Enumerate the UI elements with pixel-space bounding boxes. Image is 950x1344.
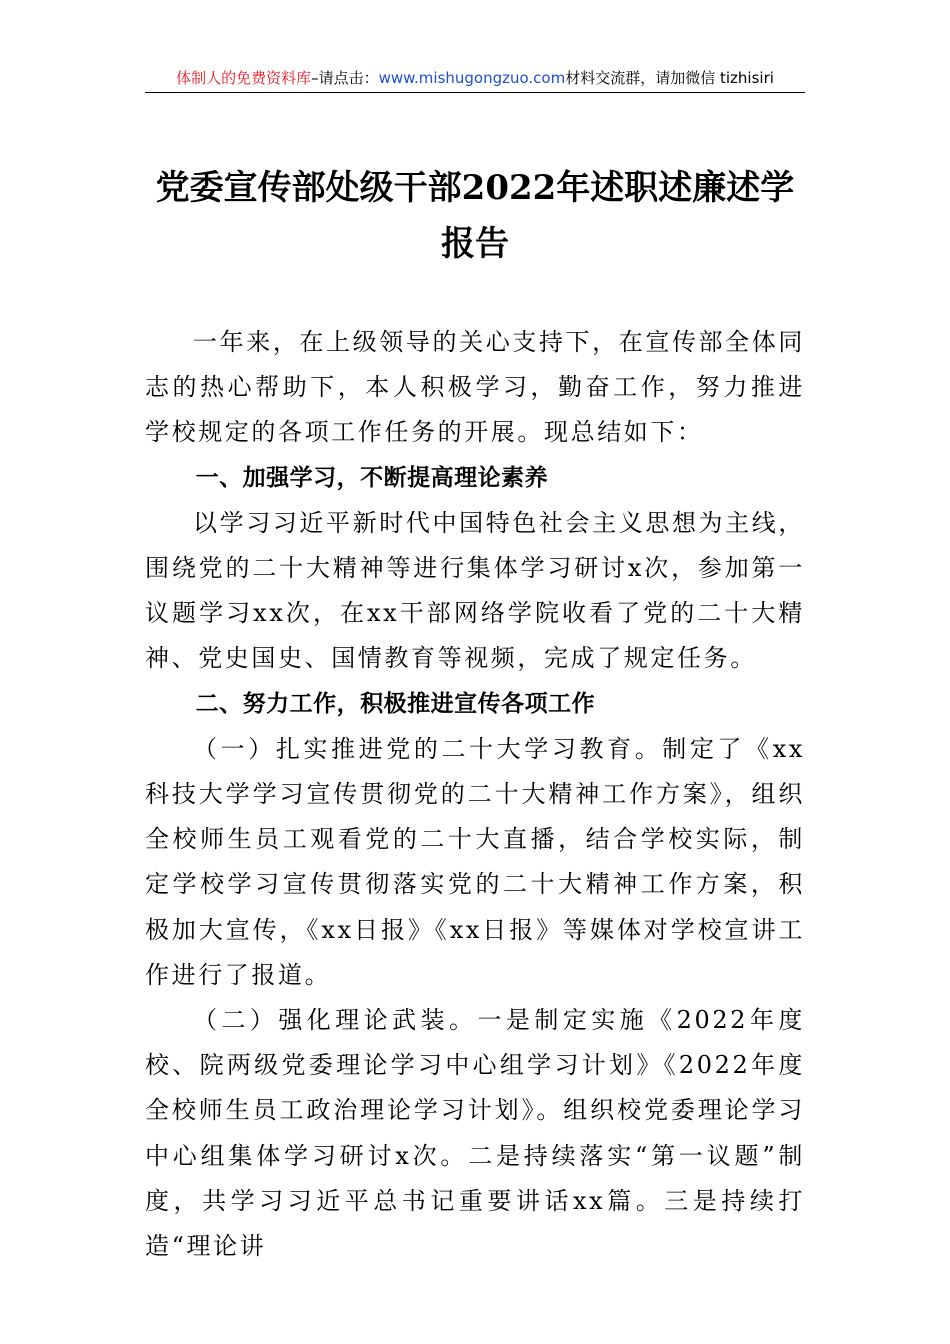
header-prompt: –请点击： xyxy=(311,69,379,87)
section-heading-1: 一、加强学习，不断提高理论素养 xyxy=(195,464,549,491)
paragraph-intro: 一年来，在上级领导的关心支持下，在宣传部全体同志的热心帮助下，本人积极学习，勤奋工作，努力推进学校规定的各项工作任务的开展。现总结如下： xyxy=(145,328,805,447)
header-note: 材料交流群，请加微信 tizhisiri xyxy=(565,69,774,87)
document-title: 党委宣传部处级干部2022年述职述廉述学报告 xyxy=(155,168,795,264)
header-site-name: 体制人的免费资料库 xyxy=(176,69,312,87)
paragraph-item-2: （二）强化理论武装。一是制定实施《2022年度校、院两级党委理论学习中心组学习计划》《2022年度全校师生员工政治理论学习计划》。组织校党委理论学习中心组集体学习研讨x次。二是持续落实“第一议题”制度，共学习习近平总书记重要讲话xx篇。三是持续打造“理论讲 xyxy=(145,1006,805,1261)
paragraph-item-1: （一）扎实推进党的二十大学习教育。制定了《xx科技大学学习宣传贯彻党的二十大精神工作方案》，组织全校师生员工观看党的二十大直播，结合学校实际，制定学校学习宣传贯彻落实党的二十大精神工作方案，积极加大宣传，《xx日报》《xx日报》等媒体对学校宣讲工作进行了报道。 xyxy=(145,734,805,989)
page-header xyxy=(145,66,805,93)
header-link[interactable]: www.mishugongzuo.com xyxy=(378,69,566,87)
paragraph-study: 以学习习近平新时代中国特色社会主义思想为主线，围绕党的二十大精神等进行集体学习研讨x次，参加第一议题学习xx次，在xx干部网络学院收看了党的二十大精神、党史国史、国情教育等视频，完成了规定任务。 xyxy=(145,508,805,673)
document-body xyxy=(145,320,805,1269)
section-heading-2: 二、努力工作，积极推进宣传各项工作 xyxy=(195,690,596,717)
